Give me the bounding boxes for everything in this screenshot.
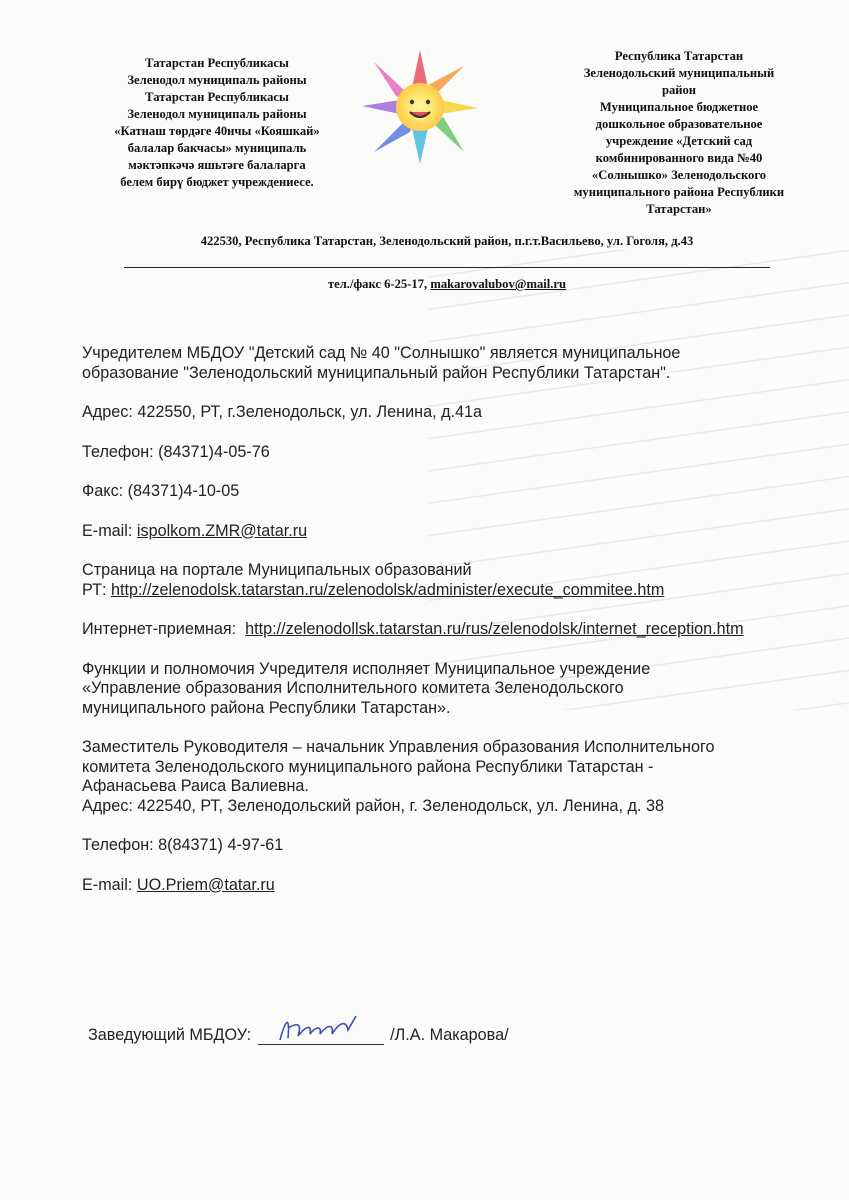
organization-email-link[interactable]: makarovalubov@mail.ru (430, 277, 567, 291)
header-left-line: Татарстан Республикасы (145, 56, 289, 70)
organization-contacts (124, 277, 770, 292)
header-left-tatar (82, 55, 352, 191)
sun-eye-right (426, 100, 430, 104)
deputy-line: комитета Зеленодольского муниципального района Республики Татарстан - (82, 757, 654, 776)
header-right-line: комбинированного вида №40 (595, 151, 763, 165)
deputy-line: Заместитель Руководителя – начальник Управления образования Исполнительного (82, 738, 715, 756)
founder-line: Учредителем МБДОУ "Детский сад № 40 "Солнышко" является муниципальное (82, 344, 681, 362)
signature-row (88, 1026, 509, 1045)
deputy-paragraph (82, 738, 842, 816)
founder-phone: Телефон: (84371)4-05-76 (82, 442, 270, 461)
deputy-address: Адрес: 422540, РТ, Зеленодольский район, г. Зеленодольск, ул. Ленина, д. 38 (82, 796, 665, 815)
portal-line: Страница на портале Муниципальных образований (82, 561, 472, 579)
deputy-phone: Телефон: 8(84371) 4-97-61 (82, 836, 284, 854)
founder-address: Адрес: 422550, РТ, г.Зеленодольск, ул. Ленина, д.41а (82, 403, 483, 421)
deputy-line: Афанасьева Раиса Валиевна. (82, 777, 309, 795)
functions-paragraph (82, 660, 842, 719)
header-left-line: Татарстан Республикасы (145, 90, 289, 104)
header-right-line: дошкольное образовательное (595, 117, 763, 131)
reception-row (82, 620, 842, 640)
sun-logo-icon (360, 48, 480, 166)
reception-label: Интернет-приемная: (82, 620, 237, 638)
signature-name: /Л.А. Макарова/ (390, 1026, 509, 1044)
header-left-line: мәктәпкәчә яшьтәге балаларга (128, 158, 306, 172)
founder-email-link[interactable]: ispolkom.ZMR@tatar.ru (136, 521, 308, 540)
founder-email-row (82, 522, 842, 542)
functions-line: Функции и полномочия Учредителя исполняет Муниципальное учреждение (82, 659, 651, 678)
header-left-line: Зеленодол муниципаль районы (127, 73, 307, 87)
deputy-email-link[interactable]: UO.Priem@tatar.ru (136, 875, 275, 894)
email-label: E-mail: (82, 875, 133, 894)
header-left-line: балалар бакчасы» муниципаль (127, 141, 307, 155)
header-left-line: белем бирү бюджет учреждениесе. (120, 175, 314, 189)
founder-paragraph (82, 344, 842, 383)
sun-face (396, 83, 444, 131)
deputy-email-row (82, 876, 842, 896)
header-right-line: Татарстан» (646, 202, 712, 216)
reception-link[interactable]: http://zelenodollsk.tatarstan.ru/rus/zelenodolsk/internet_reception.htm (245, 620, 744, 638)
header-right-line: «Солнышко» Зеленодольского (591, 168, 767, 182)
email-label: E-mail: (82, 521, 133, 540)
header-right-line: Зеленодольский муниципальный (583, 66, 775, 80)
founder-line: образование "Зеленодольский муниципальный район Республики Татарстан". (82, 363, 671, 382)
signature-line (258, 1026, 384, 1045)
phone-fax: тел./факс 6-25-17, (327, 277, 428, 291)
functions-line: муниципального района Республики Татарстан». (82, 698, 451, 717)
founder-fax: Факс: (84371)4-10-05 (82, 482, 240, 500)
header-right-line: район (661, 83, 697, 97)
portal-link[interactable]: http://zelenodolsk.tatarstan.ru/zelenodolsk/administer/execute_commitee.htm (110, 580, 665, 599)
signature-title: Заведующий МБДОУ: (88, 1026, 252, 1044)
header-right-line: муниципального района Республики (573, 185, 785, 199)
functions-line: «Управление образования Исполнительного комитета Зеленодольского (82, 679, 624, 697)
portal-label: РТ: (82, 580, 107, 599)
letter-body (82, 344, 842, 915)
header-right-line: учреждение «Детский сад (605, 134, 753, 148)
signature-icon (276, 1012, 366, 1048)
portal-link-row (82, 581, 842, 601)
portal-paragraph (82, 561, 842, 600)
organization-address: 422530, Республика Татарстан, Зеленодольский район, п.г.т.Васильево, ул. Гоголя, д.43 (200, 234, 694, 248)
header-right-line: Муниципальное бюджетное (599, 100, 759, 114)
header-right-russian (540, 48, 818, 218)
sun-eye-left (410, 100, 414, 104)
header-divider (124, 267, 770, 268)
header-left-line: Зеленодол муниципаль районы (127, 107, 307, 121)
header-left-line: «Катнаш төрдәге 40нчы «Кояшкай» (114, 124, 320, 138)
header-right-line: Республика Татарстан (614, 49, 744, 63)
